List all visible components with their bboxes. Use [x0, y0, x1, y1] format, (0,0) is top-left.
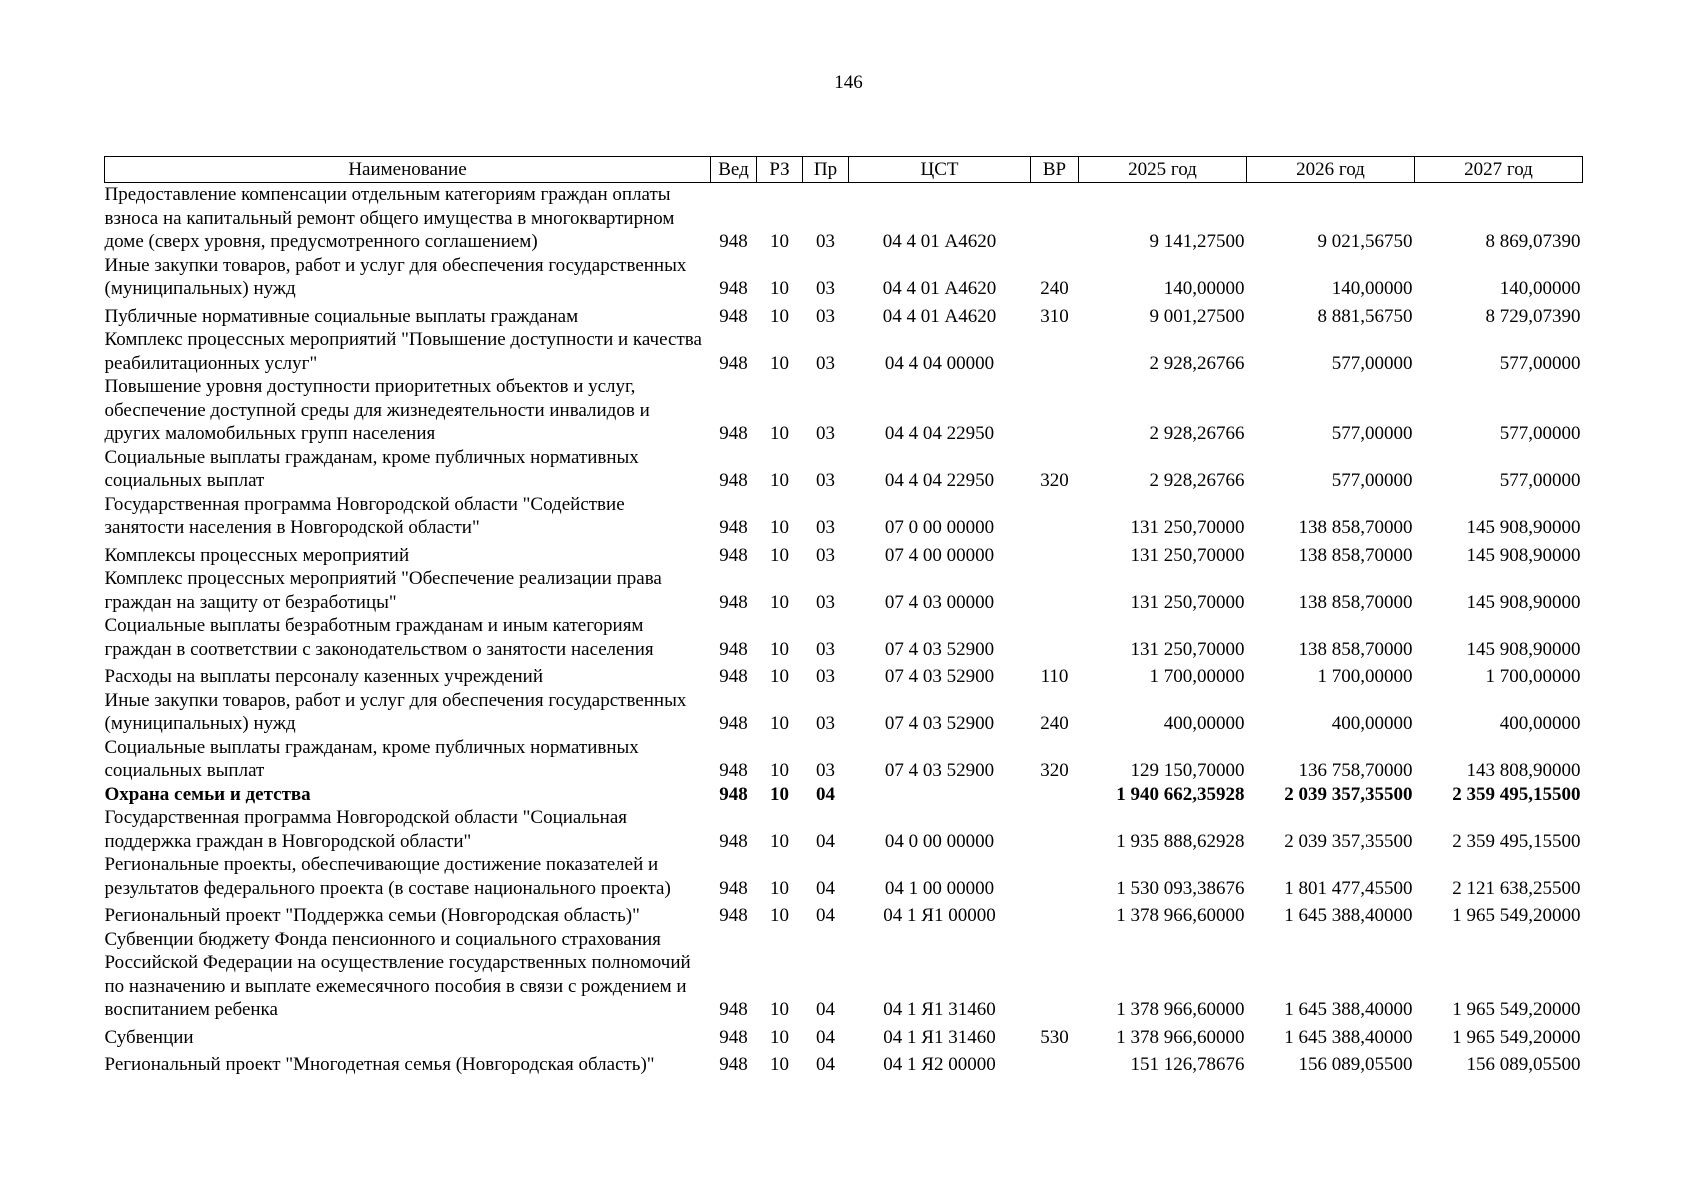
row-value-2025: 1 700,00000 — [1149, 666, 1245, 687]
row-rz: 10 — [770, 713, 789, 734]
row-value-2025: 2 928,26766 — [1149, 423, 1245, 444]
row-value-2027: 2 359 495,15500 — [1452, 830, 1581, 852]
row-cst: 04 4 04 22950 — [884, 470, 995, 491]
row-value-2026: 577,00000 — [1331, 423, 1413, 444]
row-value-2025: 2 928,26766 — [1149, 470, 1245, 491]
row-value-2026: 400,00000 — [1331, 713, 1413, 734]
header-cst: ЦСТ — [849, 157, 1031, 183]
row-rz: 10 — [770, 905, 789, 926]
row-ved: 948 — [719, 231, 748, 252]
row-vr — [1031, 1049, 1079, 1077]
row-name: Субвенции бюджету Фонда пенсионного и социального страхования Российской Федерации на осуществление государственных полномочий по назначению и выплате ежемесячного пособия в связи с рождением и воспитанием ребенка — [104, 928, 691, 1020]
table-row — [105, 446, 1583, 493]
row-pr: 03 — [816, 760, 835, 781]
row-ved: 948 — [719, 877, 748, 899]
row-vr: 310 — [1040, 305, 1069, 327]
row-value-2026: 9 021,56750 — [1317, 231, 1413, 252]
row-value-2026: 156 089,05500 — [1298, 1054, 1413, 1075]
row-ved: 948 — [719, 666, 748, 687]
row-value-2025: 1 378 966,60000 — [1116, 905, 1245, 926]
header-vr: ВР — [1031, 157, 1079, 183]
row-value-2025: 131 250,70000 — [1130, 517, 1245, 538]
row-value-2025: 140,00000 — [1163, 278, 1245, 299]
row-ved: 948 — [719, 470, 748, 491]
row-name: Охрана семьи и детства — [104, 783, 311, 805]
row-vr — [1031, 806, 1079, 853]
row-name: Социальные выплаты гражданам, кроме публичных нормативных социальных выплат — [104, 446, 639, 491]
row-name: Региональные проекты, обеспечивающие достижение показателей и результатов федерального проекта (в составе национального проекта) — [104, 854, 671, 899]
row-vr — [1031, 614, 1079, 661]
row-cst: 04 1 Я2 00000 — [883, 1054, 996, 1075]
row-vr — [1031, 493, 1079, 540]
row-value-2026: 1 801 477,45500 — [1284, 877, 1413, 899]
row-vr: 320 — [1040, 470, 1069, 491]
row-value-2027: 1 965 549,20000 — [1452, 1026, 1581, 1048]
row-value-2027: 577,00000 — [1499, 423, 1581, 444]
row-ved: 948 — [719, 278, 748, 299]
table-row — [105, 736, 1583, 783]
row-value-2025: 1 378 966,60000 — [1116, 1026, 1245, 1048]
row-cst: 07 4 03 52900 — [884, 713, 995, 734]
row-name: Повышение уровня доступности приоритетных объектов и услуг, обеспечение доступной среды для жизнедеятельности инвалидов и других маломобильных групп населения — [104, 376, 650, 444]
row-value-2026: 1 700,00000 — [1317, 666, 1413, 687]
row-name: Региональный проект "Многодетная семья (Новгородская область)" — [104, 1054, 655, 1075]
row-value-2025: 1 935 888,62928 — [1116, 830, 1245, 852]
table-row — [105, 301, 1583, 329]
row-vr — [1031, 853, 1079, 900]
table-row — [105, 375, 1583, 446]
row-name: Государственная программа Новгородской области "Содействие занятости населения в Новгородской области" — [104, 493, 625, 538]
row-pr: 03 — [816, 713, 835, 734]
row-pr: 04 — [816, 1054, 835, 1075]
table-row — [105, 689, 1583, 736]
row-vr: 240 — [1040, 713, 1069, 734]
row-value-2025: 9 001,27500 — [1149, 305, 1245, 327]
row-value-2026: 577,00000 — [1331, 352, 1413, 374]
row-cst: 07 0 00 00000 — [884, 517, 995, 538]
row-rz: 10 — [770, 638, 789, 660]
row-value-2027: 156 089,05500 — [1466, 1054, 1581, 1075]
row-rz: 10 — [770, 231, 789, 252]
header-2025: 2025 год — [1079, 157, 1247, 183]
row-vr: 320 — [1040, 760, 1069, 781]
row-cst: 07 4 03 52900 — [884, 760, 995, 781]
row-rz: 10 — [770, 544, 789, 566]
row-value-2026: 8 881,56750 — [1317, 305, 1413, 327]
row-rz: 10 — [770, 591, 789, 613]
row-pr: 04 — [816, 877, 835, 899]
row-value-2026: 1 645 388,40000 — [1284, 999, 1413, 1020]
row-rz: 10 — [770, 470, 789, 491]
row-rz: 10 — [770, 352, 789, 374]
table-row — [105, 493, 1583, 540]
row-ved: 948 — [719, 305, 748, 327]
row-name: Расходы на выплаты персоналу казенных учреждений — [104, 666, 544, 687]
row-vr: 110 — [1040, 666, 1069, 687]
row-vr — [1031, 900, 1079, 928]
row-vr: 530 — [1040, 1026, 1069, 1048]
row-vr — [1031, 375, 1079, 446]
row-value-2027: 145 908,90000 — [1466, 591, 1581, 613]
row-cst: 04 1 Я1 00000 — [883, 905, 996, 926]
row-vr — [1031, 783, 1079, 807]
row-rz: 10 — [770, 783, 789, 805]
row-vr — [1031, 567, 1079, 614]
row-ved: 948 — [719, 1026, 748, 1048]
row-name: Социальные выплаты гражданам, кроме публичных нормативных социальных выплат — [104, 736, 639, 781]
table-row — [105, 928, 1583, 1022]
row-name: Комплексы процессных мероприятий — [104, 544, 410, 566]
row-name: Иные закупки товаров, работ и услуг для обеспечения государственных (муниципальных) нужд — [104, 689, 687, 734]
row-cst: 04 4 01 А4620 — [882, 231, 997, 252]
row-ved: 948 — [719, 638, 748, 660]
row-value-2025: 1 378 966,60000 — [1116, 999, 1245, 1020]
table-header-row — [105, 157, 1583, 183]
row-ved: 948 — [719, 905, 748, 926]
row-vr — [1031, 183, 1079, 254]
row-rz: 10 — [770, 760, 789, 781]
row-pr: 04 — [816, 830, 835, 852]
row-ved: 948 — [719, 352, 748, 374]
row-value-2025: 2 928,26766 — [1149, 352, 1245, 374]
row-ved: 948 — [719, 544, 748, 566]
row-pr: 03 — [816, 666, 835, 687]
row-pr: 03 — [816, 517, 835, 538]
row-cst: 07 4 03 52900 — [884, 666, 995, 687]
row-cst: 04 4 04 00000 — [884, 352, 995, 374]
row-ved: 948 — [719, 1054, 748, 1075]
row-name: Иные закупки товаров, работ и услуг для обеспечения государственных (муниципальных) нужд — [104, 254, 687, 299]
row-value-2027: 2 121 638,25500 — [1452, 877, 1581, 899]
row-value-2027: 8 869,07390 — [1485, 231, 1581, 252]
row-ved: 948 — [719, 783, 748, 805]
row-ved: 948 — [719, 999, 748, 1020]
row-cst: 04 4 01 А4620 — [882, 278, 997, 299]
row-value-2027: 145 908,90000 — [1466, 517, 1581, 538]
table-row — [105, 783, 1583, 807]
row-cst: 04 0 00 00000 — [884, 830, 995, 852]
header-2026: 2026 год — [1247, 157, 1415, 183]
row-pr: 04 — [816, 783, 835, 805]
table-row — [105, 806, 1583, 853]
row-value-2027: 1 965 549,20000 — [1452, 999, 1581, 1020]
row-pr: 03 — [816, 352, 835, 374]
row-cst: 04 1 Я1 31460 — [883, 999, 996, 1020]
table-row — [105, 853, 1583, 900]
row-name: Предоставление компенсации отдельным категориям граждан оплаты взноса на капитальный ремонт общего имущества в многоквартирном доме (сверх уровня, предусмотренного соглашением) — [104, 184, 675, 252]
table-row — [105, 328, 1583, 375]
row-cst: 04 4 01 А4620 — [882, 305, 997, 327]
row-value-2027: 577,00000 — [1499, 470, 1581, 491]
row-vr: 240 — [1040, 278, 1069, 299]
row-ved: 948 — [719, 830, 748, 852]
table-row — [105, 900, 1583, 928]
row-rz: 10 — [770, 1026, 789, 1048]
table-row — [105, 183, 1583, 254]
row-name: Социальные выплаты безработным гражданам и иным категориям граждан в соответствии с законодательством о занятости населения — [104, 615, 654, 660]
row-pr: 04 — [816, 905, 835, 926]
row-pr: 03 — [816, 231, 835, 252]
row-ved: 948 — [719, 517, 748, 538]
header-name: Наименование — [105, 157, 711, 183]
row-value-2026: 138 858,70000 — [1298, 638, 1413, 660]
row-value-2027: 8 729,07390 — [1485, 305, 1581, 327]
header-pr: Пр — [803, 157, 849, 183]
row-value-2025: 131 250,70000 — [1130, 591, 1245, 613]
row-rz: 10 — [770, 830, 789, 852]
row-pr: 04 — [816, 1026, 835, 1048]
budget-table — [104, 156, 1583, 1077]
row-value-2026: 1 645 388,40000 — [1284, 905, 1413, 926]
row-pr: 03 — [816, 305, 835, 327]
row-value-2027: 400,00000 — [1499, 713, 1581, 734]
row-vr — [1031, 540, 1079, 568]
row-value-2027: 140,00000 — [1499, 278, 1581, 299]
row-value-2027: 2 359 495,15500 — [1452, 783, 1581, 805]
row-cst: 04 1 00 00000 — [884, 877, 995, 899]
row-name: Публичные нормативные социальные выплаты гражданам — [104, 305, 579, 327]
row-value-2026: 2 039 357,35500 — [1284, 783, 1413, 805]
table-row — [105, 1022, 1583, 1050]
table-row — [105, 567, 1583, 614]
row-value-2025: 1 940 662,35928 — [1116, 783, 1245, 805]
row-ved: 948 — [719, 423, 748, 444]
row-pr: 03 — [816, 470, 835, 491]
row-cst — [849, 783, 1031, 807]
row-pr: 03 — [816, 591, 835, 613]
row-rz: 10 — [770, 877, 789, 899]
row-value-2026: 140,00000 — [1331, 278, 1413, 299]
row-name: Государственная программа Новгородской области "Социальная поддержка граждан в Новгородской области" — [104, 807, 628, 852]
row-pr: 03 — [816, 278, 835, 299]
row-cst: 07 4 00 00000 — [884, 544, 995, 566]
row-value-2025: 129 150,70000 — [1130, 760, 1245, 781]
row-cst: 07 4 03 52900 — [884, 638, 995, 660]
row-ved: 948 — [719, 591, 748, 613]
row-pr: 03 — [816, 423, 835, 444]
table-row — [105, 1049, 1583, 1077]
row-value-2027: 143 808,90000 — [1466, 760, 1581, 781]
table-row — [105, 254, 1583, 301]
header-rz: РЗ — [757, 157, 803, 183]
row-value-2026: 1 645 388,40000 — [1284, 1026, 1413, 1048]
row-value-2026: 577,00000 — [1331, 470, 1413, 491]
row-value-2027: 145 908,90000 — [1466, 638, 1581, 660]
row-ved: 948 — [719, 760, 748, 781]
row-cst: 04 1 Я1 31460 — [883, 1026, 996, 1048]
row-pr: 04 — [816, 999, 835, 1020]
row-rz: 10 — [770, 305, 789, 327]
row-value-2025: 151 126,78676 — [1130, 1054, 1245, 1075]
row-vr — [1031, 328, 1079, 375]
row-value-2027: 577,00000 — [1499, 352, 1581, 374]
row-value-2026: 138 858,70000 — [1298, 591, 1413, 613]
row-rz: 10 — [770, 1054, 789, 1075]
header-2027: 2027 год — [1415, 157, 1583, 183]
row-cst: 04 4 04 22950 — [884, 423, 995, 444]
row-cst: 07 4 03 00000 — [884, 591, 995, 613]
row-value-2025: 131 250,70000 — [1130, 544, 1245, 566]
row-value-2026: 136 758,70000 — [1298, 760, 1413, 781]
row-name: Комплекс процессных мероприятий "Повышение доступности и качества реабилитационных услуг" — [104, 329, 702, 374]
row-rz: 10 — [770, 423, 789, 444]
row-rz: 10 — [770, 517, 789, 538]
header-ved: Вед — [711, 157, 757, 183]
table-row — [105, 614, 1583, 661]
page-number: 146 — [834, 72, 863, 93]
row-name: Субвенции — [104, 1026, 194, 1048]
row-rz: 10 — [770, 666, 789, 687]
row-ved: 948 — [719, 713, 748, 734]
row-rz: 10 — [770, 999, 789, 1020]
row-name: Комплекс процессных мероприятий "Обеспечение реализации права граждан на защиту от безработицы" — [104, 568, 662, 613]
row-value-2027: 1 700,00000 — [1485, 666, 1581, 687]
row-value-2025: 400,00000 — [1163, 713, 1245, 734]
row-value-2025: 131 250,70000 — [1130, 638, 1245, 660]
row-rz: 10 — [770, 278, 789, 299]
row-value-2025: 1 530 093,38676 — [1116, 877, 1245, 899]
row-value-2026: 138 858,70000 — [1298, 544, 1413, 566]
table-row — [105, 540, 1583, 568]
table-row — [105, 661, 1583, 689]
row-value-2026: 138 858,70000 — [1298, 517, 1413, 538]
row-value-2026: 2 039 357,35500 — [1284, 830, 1413, 852]
row-vr — [1031, 928, 1079, 1022]
row-pr: 03 — [816, 544, 835, 566]
row-value-2027: 1 965 549,20000 — [1452, 905, 1581, 926]
row-value-2027: 145 908,90000 — [1466, 544, 1581, 566]
row-value-2025: 9 141,27500 — [1149, 231, 1245, 252]
row-pr: 03 — [816, 638, 835, 660]
row-name: Региональный проект "Поддержка семьи (Новгородская область)" — [104, 905, 640, 926]
